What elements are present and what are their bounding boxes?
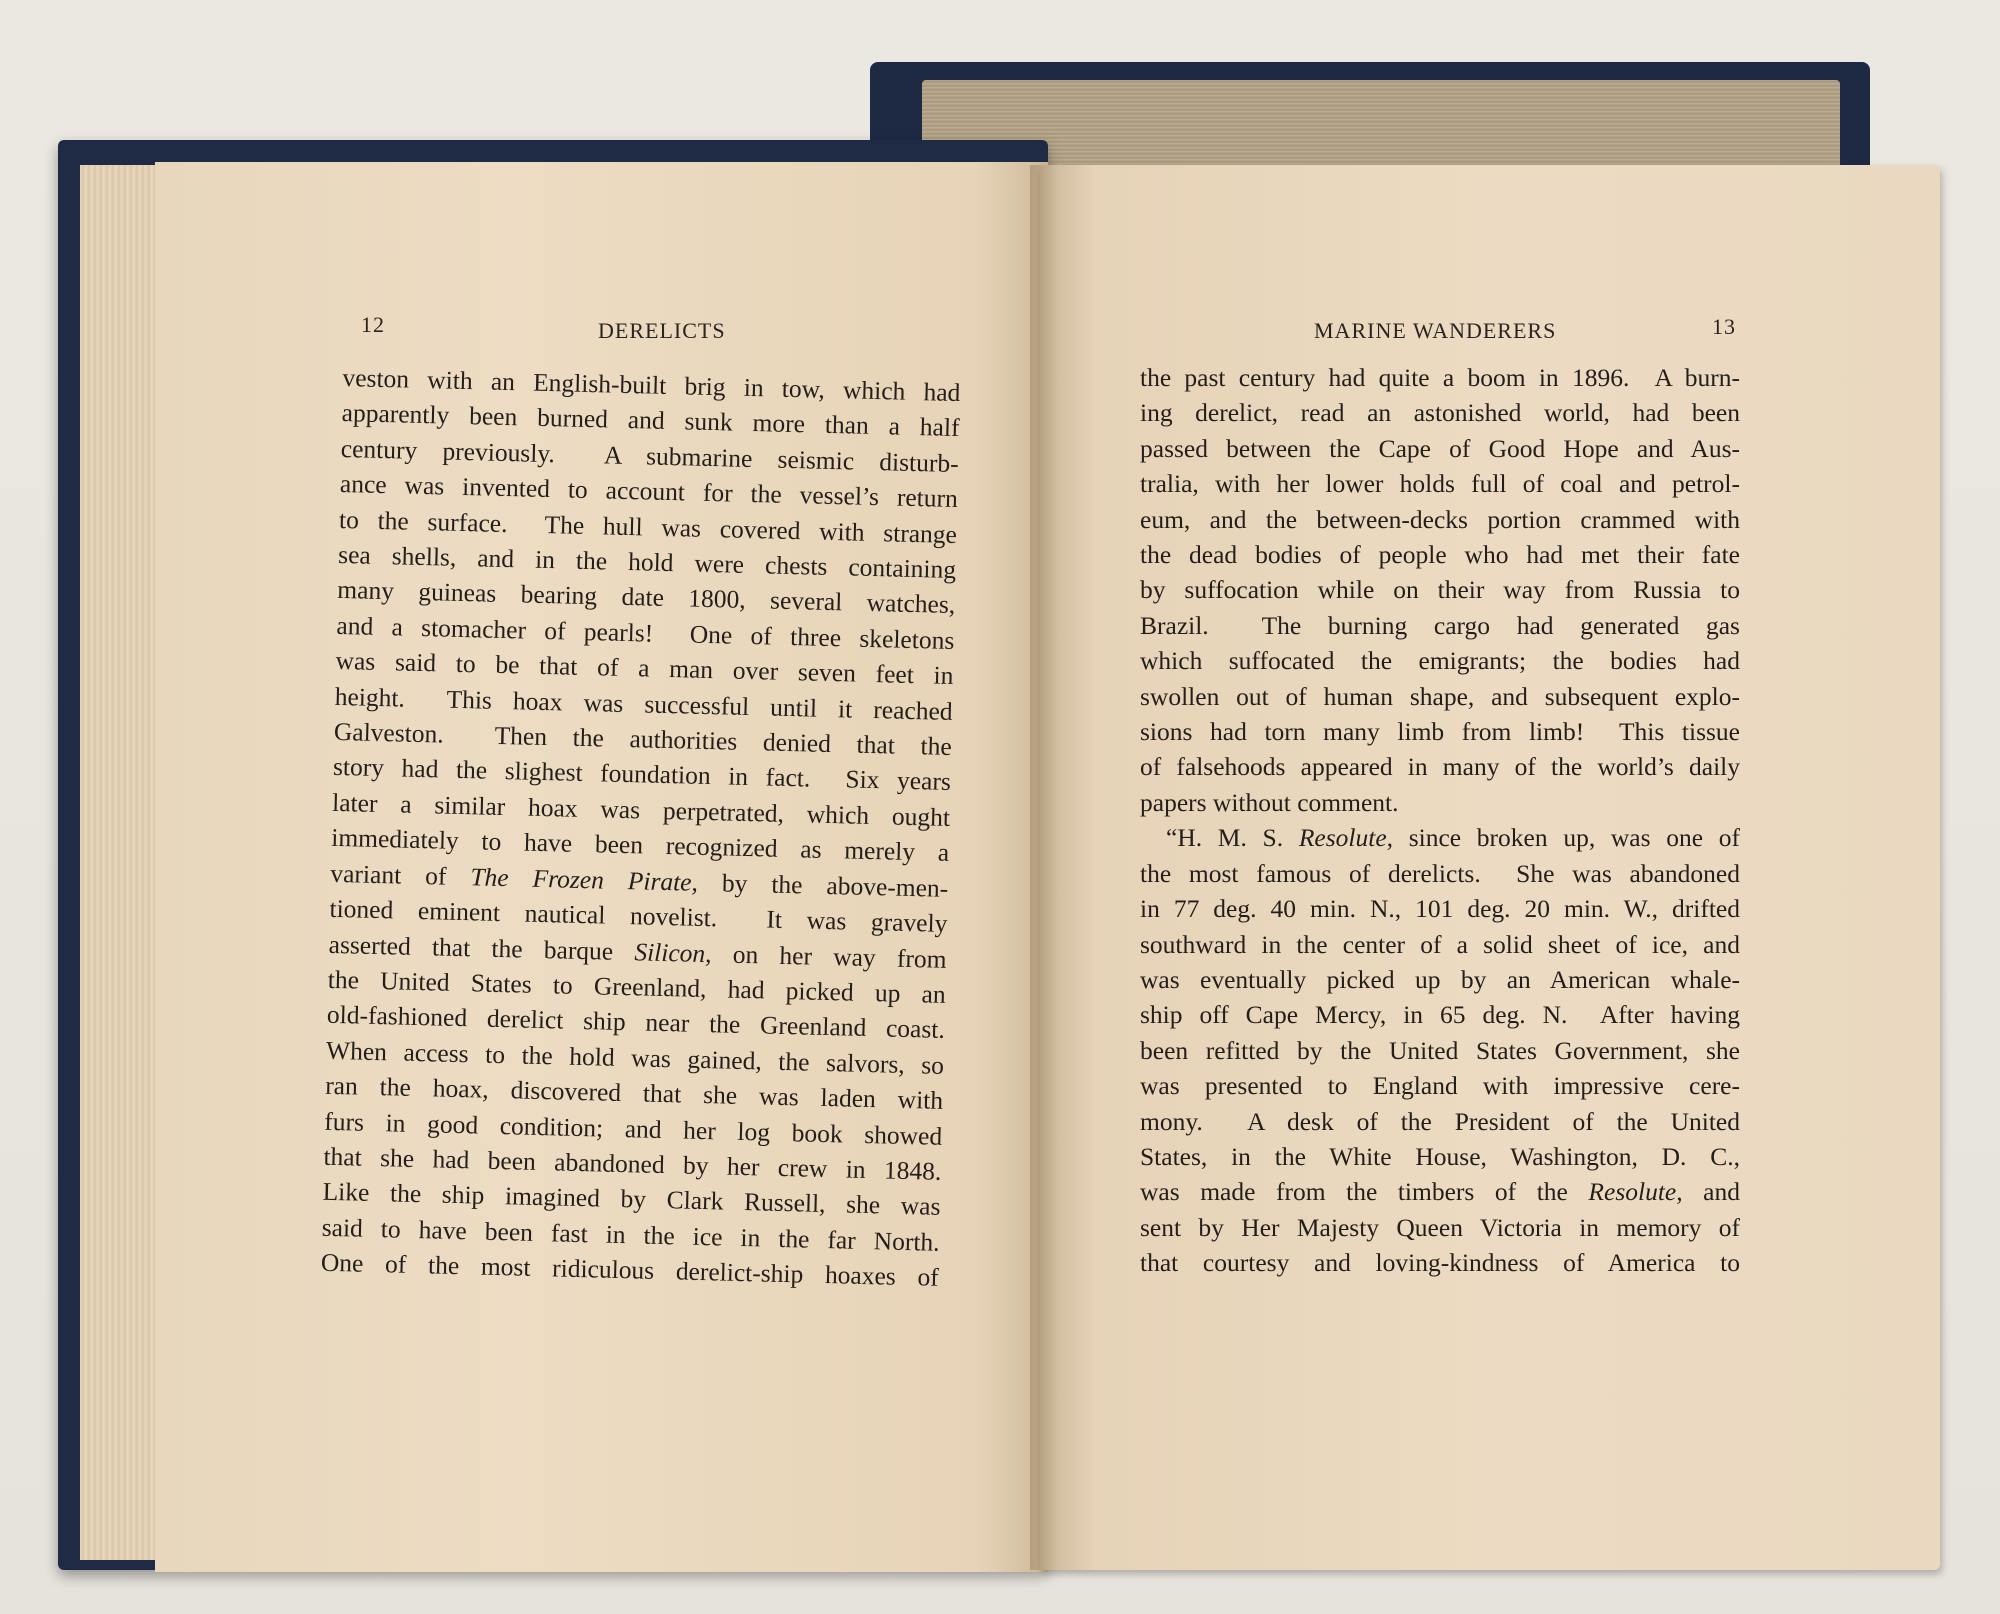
text-line: [1140, 962, 1740, 997]
text-line: [1140, 927, 1740, 962]
italic-title: Resolute,: [1298, 823, 1394, 853]
text-run: tioned eminent nautical novelist. It was gravely: [329, 893, 948, 939]
text-run: since broken up, was one of: [1393, 823, 1741, 853]
text-run: said to have been fast in the ice in the far North.: [321, 1212, 940, 1257]
text-line: [1140, 360, 1740, 395]
text-line: [1140, 431, 1740, 466]
text-run: sions had torn many limb from limb! This tissue: [1140, 717, 1740, 747]
text-run: ship off Cape Mercy, in 65 deg. N. After having: [1140, 1000, 1740, 1030]
text-run: and: [1682, 1177, 1740, 1207]
text-run: Brazil. The burning cargo had generated gas: [1140, 610, 1740, 640]
text-run: later a similar hoax was perpetrated, which ought: [331, 787, 951, 832]
text-run: century previously. A submarine seismic disturb-: [340, 433, 960, 478]
text-run: ran the hoax, discovered that she was laden with: [324, 1070, 944, 1116]
text-line: [1140, 1210, 1740, 1245]
text-run: States, in the White House, Washington, D. C.,: [1140, 1141, 1740, 1171]
text-run: by suffocation while on their way from Russia to: [1140, 575, 1740, 605]
text-run: tralia, with her lower holds full of coal and petrol-: [1140, 469, 1740, 499]
text-line: [1140, 714, 1740, 749]
text-run: veston with an English-built brig in tow, which had: [342, 362, 961, 408]
right-running-head: MARINE WANDERERS: [1314, 318, 1557, 343]
text-run: the most famous of derelicts. She was abandoned: [1140, 858, 1740, 888]
left-page-body: [321, 360, 961, 1295]
text-line: [1140, 679, 1740, 714]
text-run: was said to be that of a man over seven feet in: [335, 646, 954, 691]
text-run: southward in the center of a solid sheet of ice, and: [1140, 929, 1740, 959]
text-run: apparently been burned and sunk more than a half: [341, 398, 960, 443]
text-line: [1140, 749, 1740, 784]
book-gutter: [1030, 165, 1058, 1570]
text-run: sent by Her Majesty Queen Victoria in memory of: [1140, 1212, 1740, 1242]
text-run: Galveston. Then the authorities denied that the: [333, 716, 953, 762]
text-line: [1140, 1068, 1740, 1103]
text-line: [1140, 537, 1740, 572]
text-line: [1140, 1139, 1740, 1174]
text-line: [1140, 1104, 1740, 1139]
text-run: When access to the hold was gained, the salvors, so: [325, 1035, 945, 1080]
text-line: [1140, 1033, 1740, 1068]
text-run: of falsehoods appeared in many of the world’s daily: [1140, 752, 1740, 782]
text-run: ing derelict, read an astonished world, had been: [1140, 398, 1740, 428]
text-run: was made from the timbers of the: [1140, 1177, 1589, 1207]
text-run: the United States to Greenland, had picked up an: [327, 964, 947, 1009]
text-run: old-fashioned derelict ship near the Greenland coast.: [326, 1000, 946, 1045]
text-line: [1140, 785, 1740, 820]
text-run: to the surface. The hull was covered with strange: [338, 504, 958, 549]
italic-title: The Frozen Pirate,: [470, 861, 699, 897]
text-run: One of the most ridiculous derelict-ship hoaxes of: [320, 1247, 940, 1292]
text-run: many guineas bearing date 1800, several watches,: [337, 575, 956, 620]
text-run: eum, and the between-decks portion crammed with: [1140, 504, 1740, 534]
text-run: furs in good condition; and her log book showed: [324, 1106, 943, 1151]
text-run: “H. M. S.: [1166, 823, 1299, 853]
text-line: [1140, 643, 1740, 678]
text-line: [1140, 1174, 1740, 1209]
text-line: [1140, 608, 1740, 643]
text-run: story had the slighest foundation in fact. Six years: [332, 752, 952, 797]
text-run: variant of: [330, 858, 471, 891]
text-line: [1140, 1245, 1740, 1280]
left-page-number: 12: [361, 312, 385, 337]
text-line: [1140, 820, 1740, 855]
right-page-number: 13: [1712, 314, 1736, 339]
text-run: sea shells, and in the hold were chests containing: [337, 539, 957, 585]
text-run: swollen out of human shape, and subsequent explo-: [1140, 681, 1740, 711]
text-run: asserted that the barque: [328, 929, 635, 966]
italic-title: Silicon,: [634, 936, 712, 968]
text-run: in 77 deg. 40 min. N., 101 deg. 20 min. W., drifted: [1140, 894, 1740, 924]
text-line: [1140, 891, 1740, 926]
left-running-head: DERELICTS: [598, 318, 726, 343]
text-run: the past century had quite a boom in 1896. A burn-: [1140, 363, 1740, 392]
text-run: immediately to have been recognized as merely a: [330, 823, 950, 868]
text-line: [1140, 502, 1740, 537]
text-line: [1140, 856, 1740, 891]
text-line: [1140, 466, 1740, 501]
text-run: that she had been abandoned by her crew in 1848.: [323, 1141, 942, 1186]
text-run: mony. A desk of the President of the United: [1140, 1106, 1740, 1136]
text-run: on her way from: [711, 938, 947, 974]
text-run: by the above-men-: [697, 867, 949, 903]
text-line: [1140, 997, 1740, 1032]
text-run: height. This hoax was successful until it reached: [334, 681, 953, 726]
text-run: Like the ship imagined by Clark Russell, she was: [322, 1177, 941, 1222]
italic-title: Resolute,: [1588, 1177, 1683, 1207]
text-run: ance was invented to account for the vessel’s return: [339, 469, 959, 514]
text-run: and a stomacher of pearls! One of three skeletons: [336, 610, 955, 655]
text-run: which suffocated the emigrants; the bodies had: [1140, 646, 1740, 676]
text-run: passed between the Cape of Good Hope and Aus-: [1140, 433, 1740, 463]
text-line: [1140, 572, 1740, 607]
text-run: papers without comment.: [1140, 787, 1399, 817]
text-run: been refitted by the United States Government, she: [1140, 1035, 1740, 1065]
text-run: the dead bodies of people who had met their fate: [1140, 540, 1740, 570]
text-run: was eventually picked up by an American whale-: [1140, 964, 1740, 994]
text-line: [1140, 395, 1740, 430]
right-page-body: [1140, 360, 1740, 1281]
text-run: was presented to England with impressive cere-: [1140, 1071, 1740, 1101]
text-run: that courtesy and loving-kindness of America to: [1140, 1248, 1740, 1278]
